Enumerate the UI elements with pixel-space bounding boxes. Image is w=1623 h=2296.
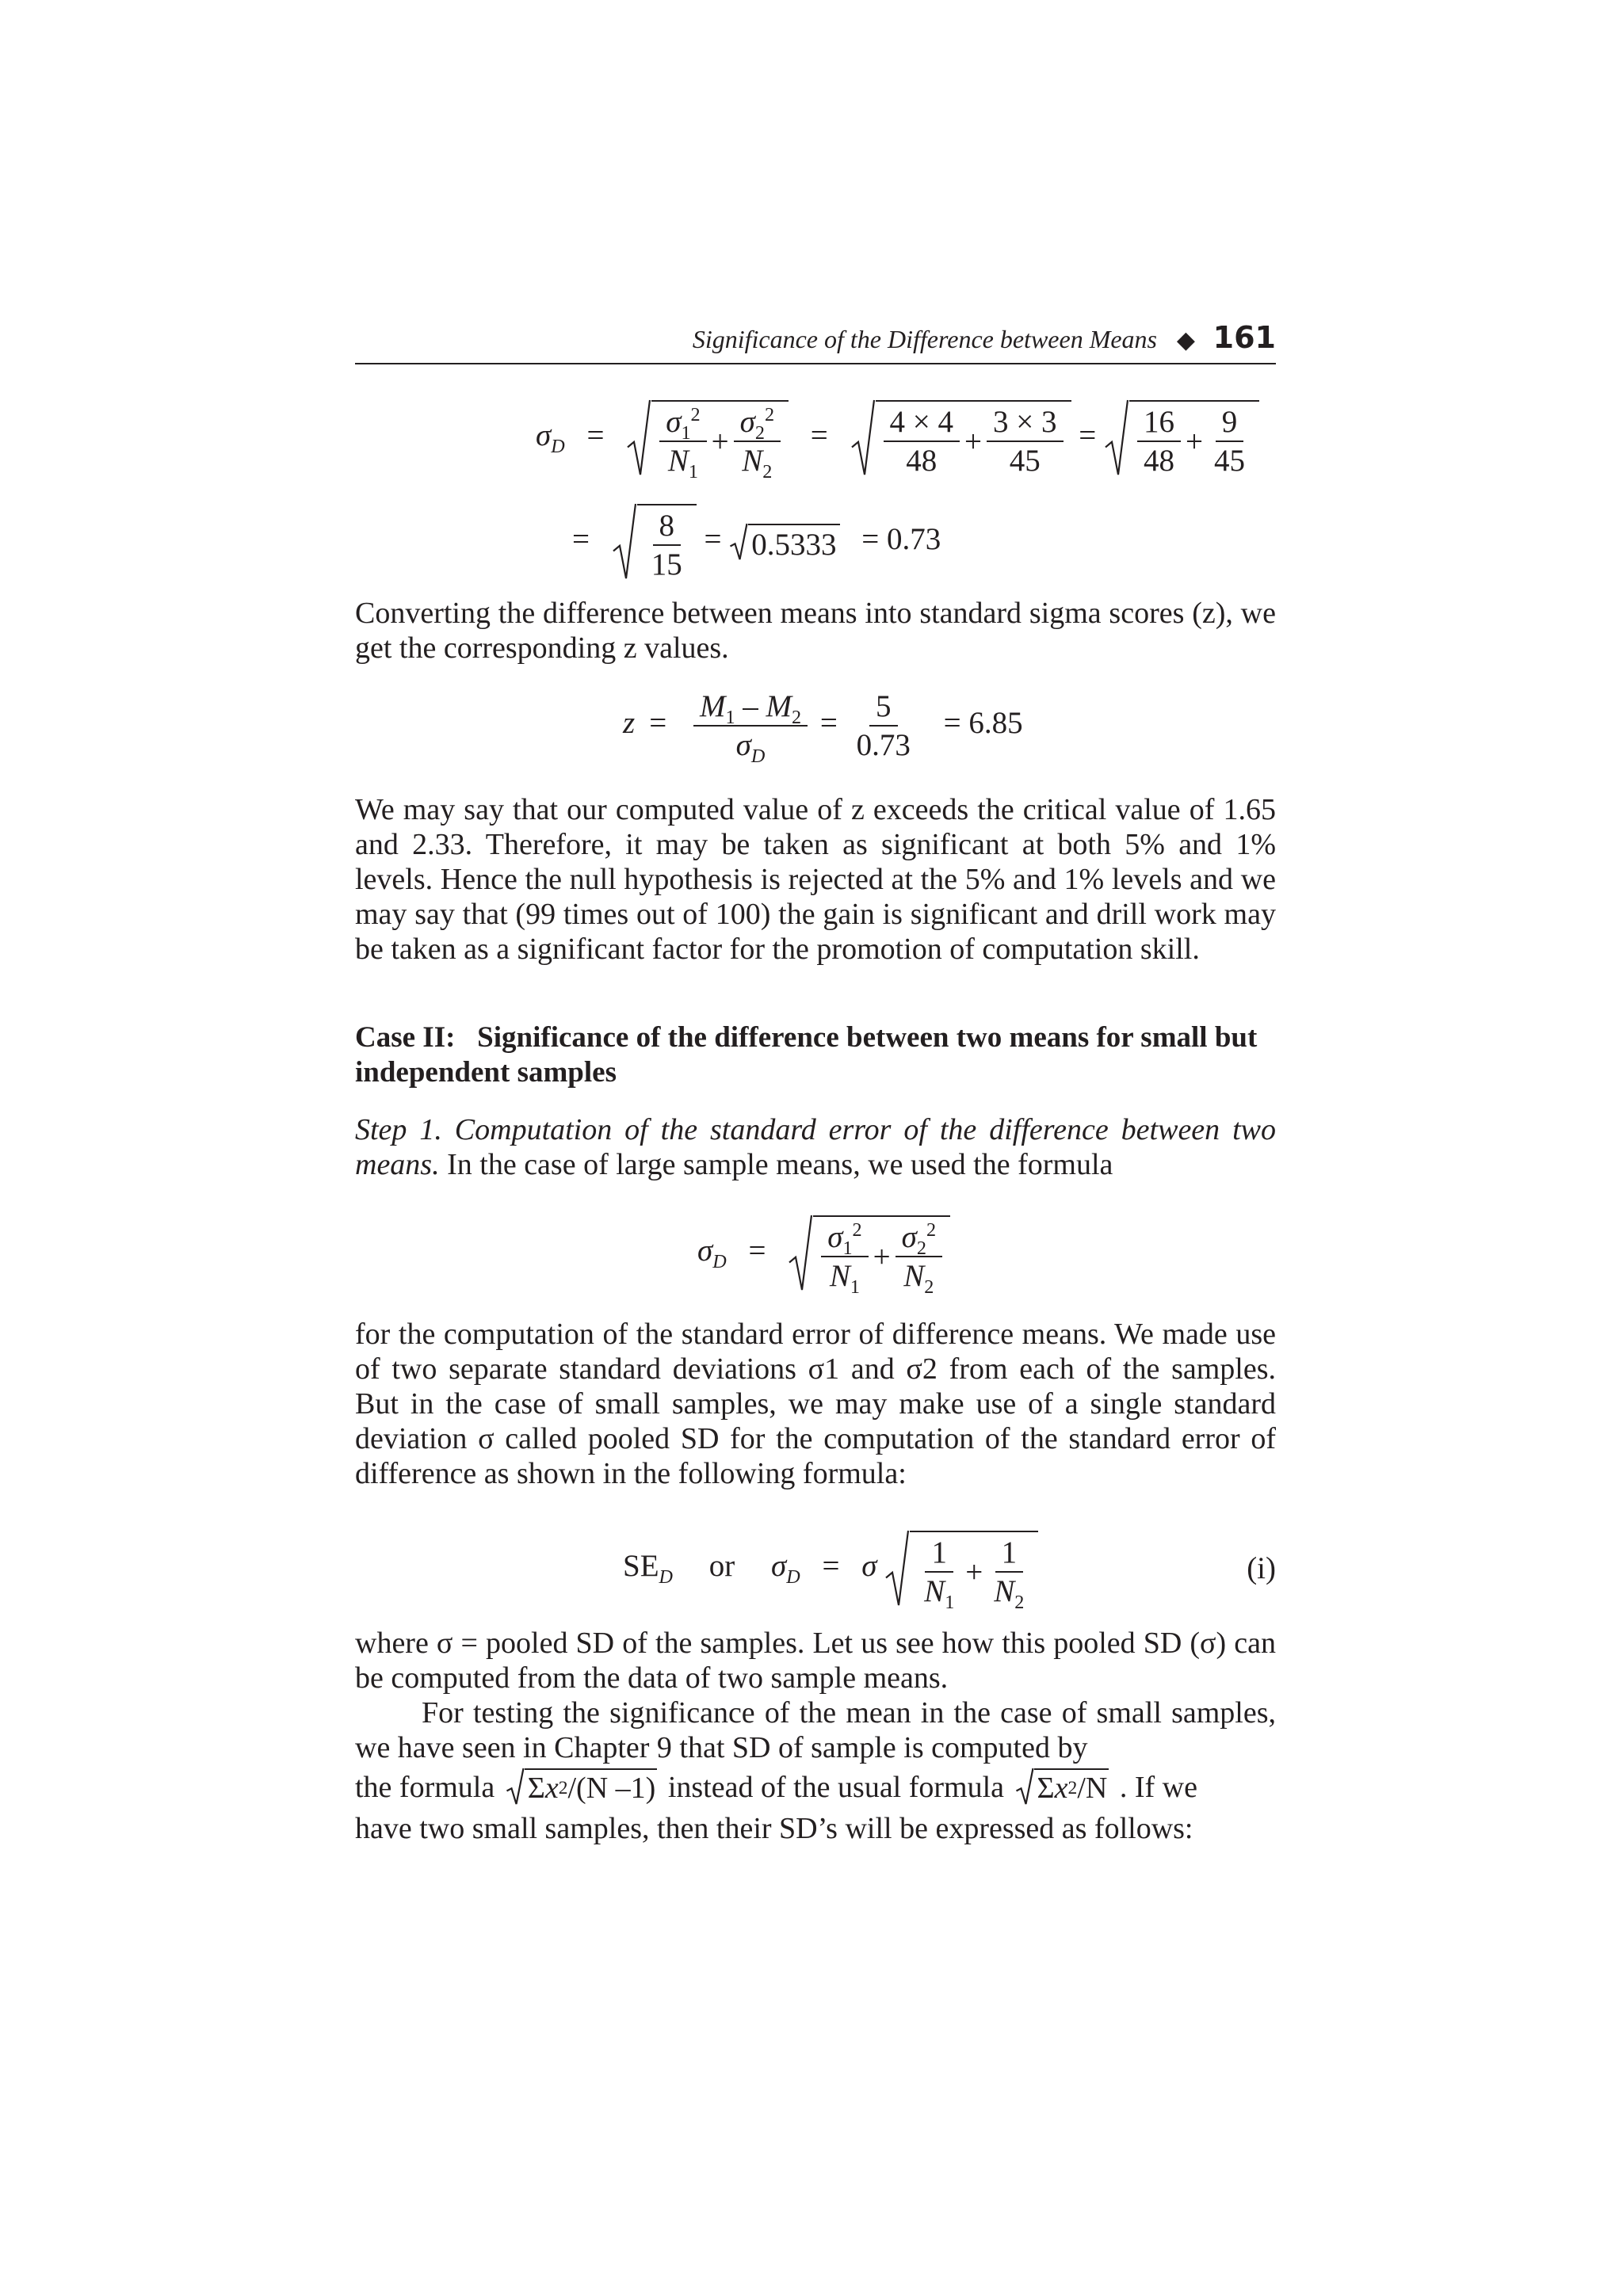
case-label: Case II:	[355, 1021, 456, 1054]
sqrt-symbol: $\frac{\sigma_1^2}{N_1}$ + $\frac{\sigma_2^2}{N_2}$	[788, 1215, 950, 1291]
step-1-paragraph	[355, 1112, 1276, 1182]
case-title: Significance of the difference between two means for small but independent samples	[355, 1021, 1258, 1089]
paragraph-pooled-sd: for the computation of the standard error of difference means. We made use of two separate standard deviations σ1 and σ2 from each of the samples. But in the case of small samples, we may make use of a single standard deviation σ called pooled SD for the computation of the standard error of difference as shown in the following formula:	[355, 1318, 1276, 1490]
sqrt-symbol: $\frac{\sigma_1^2}{N_1}$ + $\frac{\sigma_2^2}{N_2}$	[626, 400, 789, 476]
equation-z-value: z = $\frac{M_1 - M_2}{\sigma_D}$ = $\frac{5}{0.73}$ = 6.85	[623, 689, 1023, 767]
sqrt-symbol: $\frac{1}{N_1}$ + $\frac{1}{N_2}$	[884, 1531, 1038, 1607]
sqrt-symbol: Σ x 2 /N	[1015, 1768, 1109, 1805]
paragraph-converting: Converting the difference between means into standard sigma scores (z), we get the corresponding z values.	[355, 597, 1276, 665]
diamond-icon: ◆	[1176, 327, 1195, 353]
sqrt-symbol: $\frac{8}{15}$	[612, 504, 697, 580]
step-1-text: In the case of large sample means, we used the formula	[447, 1148, 1113, 1181]
paragraph-where-sigma: where σ = pooled SD of the samples. Let us see how this pooled SD (σ) can be computed from the data of two sample means.	[355, 1627, 1276, 1695]
equation-sigma-d-large: $\sigma_D$ = $\frac{\sigma_1^2}{N_1}$ + $\frac{\sigma_2^2}{N_2}$ = $\frac{4 \times 4}{48}$ + $\frac{3 \times 3}{45}$ = $\frac{16}{48}$ + $\frac{9}{45}$	[536, 400, 1259, 476]
page-number: 161	[1212, 320, 1276, 355]
running-title: Significance of the Difference between Means	[692, 325, 1157, 353]
equation-sigma-d-result: = $\frac{8}{15}$ = 0.5333 = 0.73	[572, 504, 941, 580]
paragraph-formula-line: the formula Σ x 2 /(N –1) instead of the usual formula Σ x 2 /N . If we	[355, 1768, 1276, 1805]
paragraph-last-line: have two small samples, then their SD’s will be expressed as follows:	[355, 1812, 1193, 1845]
sqrt-symbol: 0.5333	[729, 524, 839, 560]
equation-se-d: $SE_D$ or $\sigma_D = \sigma$ $\frac{1}{N_1}$ + $\frac{1}{N_2}$ (i)	[623, 1531, 1276, 1607]
sqrt-symbol: $\frac{4 \times 4}{48}$ + $\frac{3 \times 3}{45}$	[850, 400, 1071, 476]
running-header	[355, 320, 1276, 364]
paragraph-testing-significance: For testing the significance of the mean in the case of small samples, we have seen in Chapter 9 that SD of sample is computed by	[355, 1696, 1276, 1764]
equation-tag: (i)	[1247, 1551, 1276, 1585]
sqrt-symbol: Σ x 2 /(N –1)	[506, 1768, 658, 1805]
equation-sigma-d-formula: $\sigma_D$ = $\frac{\sigma_1^2}{N_1}$ + $\frac{\sigma_2^2}{N_2}$	[697, 1215, 950, 1291]
paragraph-conclusion: We may say that our computed value of z exceeds the critical value of 1.65 and 2.33. Therefore, it may be taken as significant at both 5% and 1% levels. Hence the null hypothesis is rejected at the 5% and 1% levels and we may say that (99 times out of 100) the gain is significant and drill work may be taken as a significant factor for the promotion of computation skill.	[355, 793, 1276, 966]
step-1-title: Step 1. Computation of the standard error of the difference between two means.	[355, 1113, 1276, 1181]
case-heading	[355, 1020, 1276, 1090]
sqrt-symbol: $\frac{16}{48}$ + $\frac{9}{45}$	[1104, 400, 1259, 476]
